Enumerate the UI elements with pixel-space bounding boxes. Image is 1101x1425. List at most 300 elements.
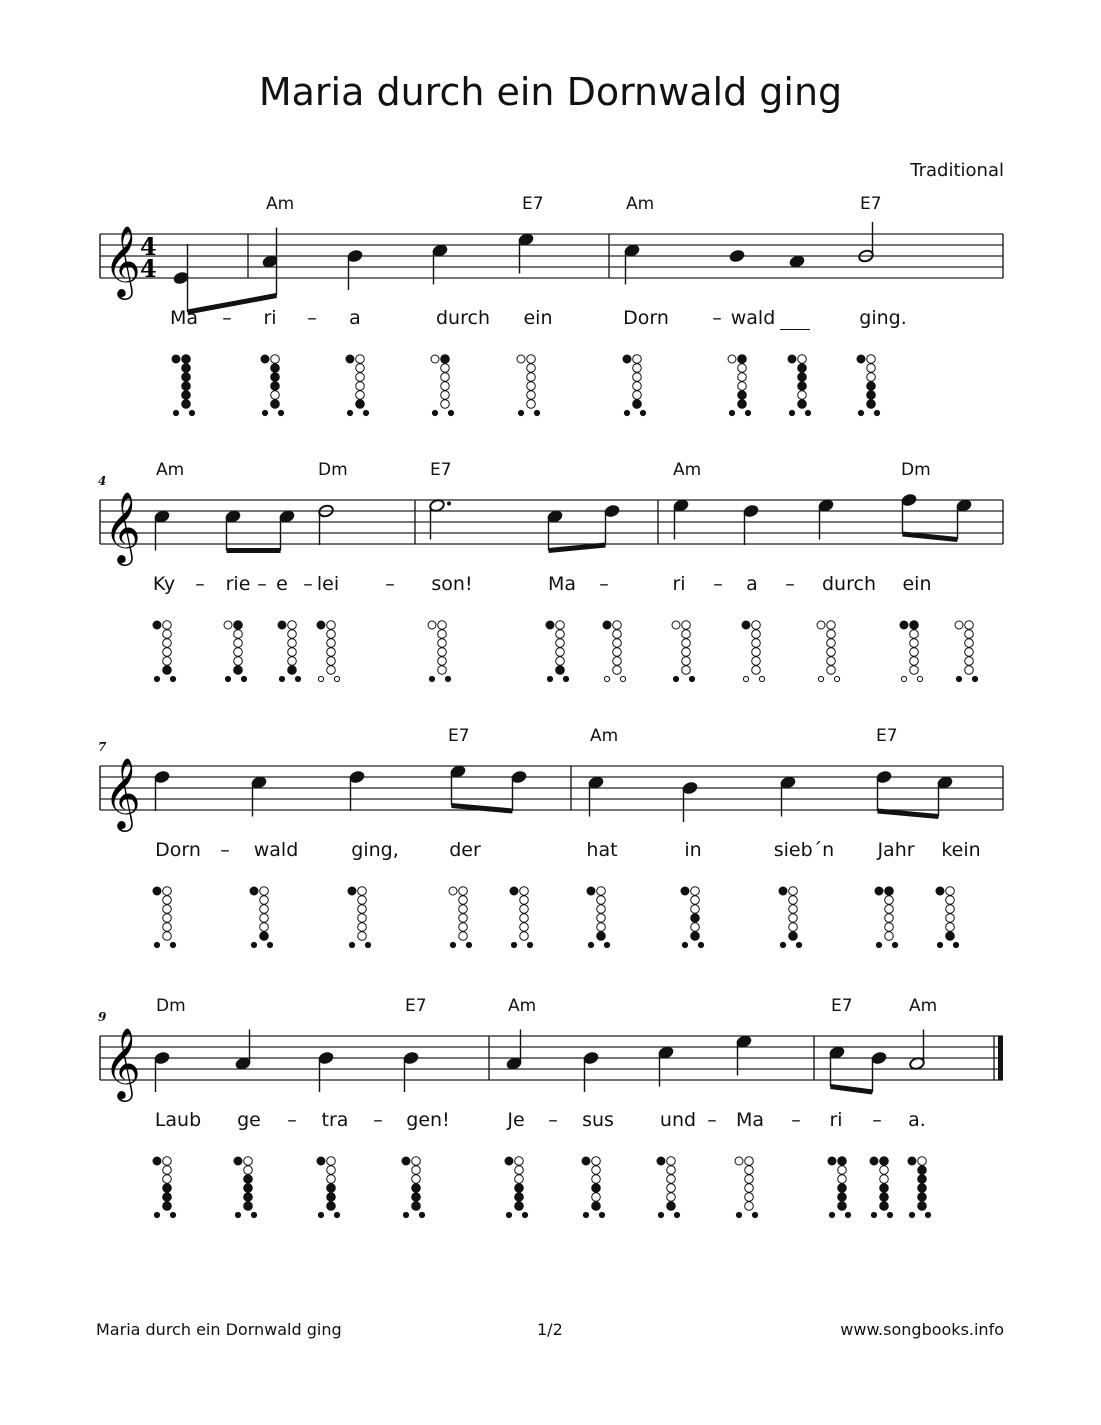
finger-hole xyxy=(260,905,269,914)
lyric-syllable: durch xyxy=(436,307,490,329)
finger-hole xyxy=(441,364,450,373)
finger-hole xyxy=(327,1184,336,1193)
double-hole xyxy=(972,676,977,681)
lyric-syllable: a xyxy=(746,573,758,595)
finger-hole xyxy=(556,657,565,666)
recorder-fingering-icon xyxy=(899,618,931,684)
thumb-hole xyxy=(431,355,439,363)
recorder-fingering-icon xyxy=(430,352,462,418)
finger-hole xyxy=(880,1184,889,1193)
chord-symbol: E7 xyxy=(522,194,544,214)
finger-hole xyxy=(356,382,365,391)
beam xyxy=(878,811,939,817)
finger-hole xyxy=(356,355,365,364)
finger-hole xyxy=(682,648,691,657)
chord-symbol: E7 xyxy=(831,996,853,1016)
thumb-hole xyxy=(153,621,161,629)
double-hole xyxy=(279,676,284,681)
finger-hole xyxy=(438,648,447,657)
finger-hole xyxy=(752,657,761,666)
finger-hole xyxy=(244,1175,253,1184)
thumb-hole xyxy=(735,1157,743,1165)
double-hole xyxy=(689,676,694,681)
finger-hole xyxy=(592,1184,601,1193)
thumb-hole xyxy=(505,1157,513,1165)
lyric-hyphen: – xyxy=(785,573,795,595)
time-signature-top: 4 xyxy=(140,232,157,261)
finger-hole xyxy=(527,400,536,409)
lyric-syllable: Ma xyxy=(735,1109,765,1131)
finger-hole xyxy=(234,648,243,657)
double-hole xyxy=(154,676,159,681)
double-hole xyxy=(789,410,794,415)
lyric-hyphen: – xyxy=(257,573,267,595)
double-hole xyxy=(909,1212,914,1217)
recorder-fingering-icon xyxy=(152,884,184,950)
double-hole xyxy=(599,1212,604,1217)
double-hole xyxy=(805,410,810,415)
lyric-hyphen: – xyxy=(599,573,609,595)
finger-hole xyxy=(515,1166,524,1175)
double-hole xyxy=(583,1212,588,1217)
finger-hole xyxy=(412,1157,421,1166)
double-hole xyxy=(241,676,246,681)
lyric-hyphen: – xyxy=(712,307,722,329)
double-hole xyxy=(173,410,178,415)
chord-symbol: E7 xyxy=(876,726,898,746)
finger-hole xyxy=(633,391,642,400)
finger-hole xyxy=(234,639,243,648)
lyric-syllable: wald xyxy=(730,307,776,329)
beam xyxy=(831,1087,873,1093)
double-hole xyxy=(445,676,450,681)
finger-hole xyxy=(752,621,761,630)
finger-hole xyxy=(613,666,622,675)
note-head xyxy=(729,249,746,263)
recorder-fingering-icon xyxy=(347,884,379,950)
finger-hole xyxy=(738,382,747,391)
thumb-hole xyxy=(728,355,736,363)
finger-hole xyxy=(520,905,529,914)
finger-hole xyxy=(459,923,468,932)
finger-hole xyxy=(965,639,974,648)
finger-hole xyxy=(441,373,450,382)
measure-number: 7 xyxy=(98,740,107,754)
thumb-hole xyxy=(681,887,689,895)
recorder-fingering-icon xyxy=(741,618,773,684)
finger-hole xyxy=(327,639,336,648)
thumb-hole xyxy=(828,1157,836,1165)
double-hole xyxy=(432,410,437,415)
lyric-hyphen: – xyxy=(548,1109,558,1131)
finger-hole xyxy=(556,648,565,657)
finger-hole xyxy=(288,648,297,657)
double-hole xyxy=(834,676,839,681)
finger-hole xyxy=(163,1166,172,1175)
lyric-hyphen: – xyxy=(385,573,395,595)
finger-hole xyxy=(260,896,269,905)
finger-hole xyxy=(880,1175,889,1184)
thumb-hole xyxy=(603,621,611,629)
finger-hole xyxy=(358,896,367,905)
finger-hole xyxy=(918,1184,927,1193)
finger-hole xyxy=(691,905,700,914)
lyric-hyphen: – xyxy=(287,1109,297,1131)
finger-hole xyxy=(691,914,700,923)
treble-clef: 𝄞 xyxy=(104,756,141,829)
lyric-syllable: ge xyxy=(237,1109,261,1131)
finger-hole xyxy=(752,630,761,639)
finger-hole xyxy=(556,666,565,675)
double-hole xyxy=(506,1212,511,1217)
finger-hole xyxy=(838,1193,847,1202)
double-hole xyxy=(518,410,523,415)
thumb-hole xyxy=(672,621,680,629)
finger-hole xyxy=(244,1157,253,1166)
finger-hole xyxy=(965,648,974,657)
finger-hole xyxy=(327,630,336,639)
finger-hole xyxy=(356,391,365,400)
double-hole xyxy=(527,942,532,947)
song-title: Maria durch ein Dornwald ging xyxy=(258,70,843,114)
finger-hole xyxy=(867,355,876,364)
double-hole xyxy=(318,676,323,681)
finger-hole xyxy=(965,657,974,666)
finger-hole xyxy=(556,639,565,648)
finger-hole xyxy=(633,382,642,391)
double-hole xyxy=(829,1212,834,1217)
finger-hole xyxy=(827,648,836,657)
finger-hole xyxy=(798,400,807,409)
double-hole xyxy=(620,676,625,681)
recorder-fingering-icon xyxy=(778,884,810,950)
finger-hole xyxy=(271,391,280,400)
recorder-fingering-icon xyxy=(260,352,292,418)
finger-hole xyxy=(592,1193,601,1202)
finger-hole xyxy=(827,639,836,648)
finger-hole xyxy=(592,1175,601,1184)
recorder-fingering-icon xyxy=(233,1154,265,1220)
double-hole xyxy=(363,410,368,415)
thumb-hole xyxy=(250,887,258,895)
finger-hole xyxy=(798,382,807,391)
thumb-hole xyxy=(428,621,436,629)
thumb-hole xyxy=(234,1157,242,1165)
finger-hole xyxy=(910,666,919,675)
recorder-fingering-icon xyxy=(448,884,480,950)
chord-symbol: Am xyxy=(626,194,655,214)
finger-hole xyxy=(527,391,536,400)
finger-hole xyxy=(244,1184,253,1193)
finger-hole xyxy=(738,364,747,373)
thumb-hole xyxy=(908,1157,916,1165)
finger-hole xyxy=(838,1175,847,1184)
finger-hole xyxy=(163,1184,172,1193)
double-hole xyxy=(892,942,897,947)
chord-symbol: E7 xyxy=(405,996,427,1016)
double-hole xyxy=(674,1212,679,1217)
recorder-fingering-icon xyxy=(586,884,618,950)
finger-hole xyxy=(358,932,367,941)
thumb-hole xyxy=(817,621,825,629)
finger-hole xyxy=(918,1157,927,1166)
finger-hole xyxy=(438,621,447,630)
finger-hole xyxy=(880,1166,889,1175)
finger-hole xyxy=(667,1157,676,1166)
lyric-syllable: Ma xyxy=(169,307,199,329)
thumb-hole xyxy=(510,887,518,895)
chord-symbol: Am xyxy=(909,996,938,1016)
finger-hole xyxy=(163,630,172,639)
finger-hole xyxy=(515,1193,524,1202)
finger-hole xyxy=(441,391,450,400)
chord-symbol: Am xyxy=(590,726,619,746)
finger-hole xyxy=(738,400,747,409)
finger-hole xyxy=(789,896,798,905)
finger-hole xyxy=(613,657,622,666)
thumb-hole xyxy=(936,887,944,895)
recorder-fingering-icon xyxy=(581,1154,613,1220)
double-hole xyxy=(278,410,283,415)
finger-hole xyxy=(691,923,700,932)
finger-hole xyxy=(798,391,807,400)
recorder-fingering-icon xyxy=(345,352,377,418)
lyric-hyphen: – xyxy=(195,573,205,595)
lyric-hyphen: – xyxy=(707,1109,717,1131)
finger-hole xyxy=(752,666,761,675)
lyric-syllable: ri xyxy=(829,1109,843,1131)
footer-title: Maria durch ein Dornwald ging xyxy=(96,1320,342,1339)
double-hole xyxy=(225,676,230,681)
double-hole xyxy=(154,942,159,947)
finger-hole xyxy=(827,621,836,630)
finger-hole xyxy=(163,621,172,630)
finger-hole xyxy=(260,932,269,941)
finger-hole xyxy=(358,923,367,932)
double-hole xyxy=(796,942,801,947)
finger-hole xyxy=(182,382,191,391)
thumb-hole xyxy=(278,621,286,629)
lyric-syllable: ein xyxy=(902,573,932,595)
double-hole xyxy=(624,410,629,415)
lyric-syllable: in xyxy=(684,839,702,861)
lyric-syllable: ein xyxy=(523,307,553,329)
finger-hole xyxy=(798,373,807,382)
chord-symbol: E7 xyxy=(430,460,452,480)
recorder-fingering-icon xyxy=(816,618,848,684)
lyric-syllable: hat xyxy=(586,839,618,861)
finger-hole xyxy=(234,666,243,675)
finger-hole xyxy=(613,639,622,648)
recorder-fingering-icon xyxy=(401,1154,433,1220)
lyric-extender xyxy=(780,329,810,330)
double-hole xyxy=(901,676,906,681)
finger-hole xyxy=(867,373,876,382)
finger-hole xyxy=(789,914,798,923)
double-hole xyxy=(318,1212,323,1217)
finger-hole xyxy=(633,373,642,382)
finger-hole xyxy=(438,666,447,675)
finger-hole xyxy=(182,391,191,400)
double-hole xyxy=(267,942,272,947)
finger-hole xyxy=(515,1202,524,1211)
composer: Traditional xyxy=(910,160,1004,181)
finger-hole xyxy=(288,666,297,675)
recorder-fingering-icon xyxy=(874,884,906,950)
lyric-hyphen: – xyxy=(791,1109,801,1131)
thumb-hole xyxy=(317,1157,325,1165)
lyric-syllable: kein xyxy=(941,839,981,861)
finger-hole xyxy=(271,382,280,391)
thumb-hole xyxy=(582,1157,590,1165)
finger-hole xyxy=(597,914,606,923)
recorder-fingering-icon xyxy=(504,1154,536,1220)
finger-hole xyxy=(459,896,468,905)
finger-hole xyxy=(556,630,565,639)
finger-hole xyxy=(356,373,365,382)
finger-hole xyxy=(163,896,172,905)
double-hole xyxy=(448,410,453,415)
finger-hole xyxy=(438,639,447,648)
recorder-fingering-icon xyxy=(152,1154,184,1220)
treble-clef: 𝄞 xyxy=(104,1026,141,1099)
double-hole xyxy=(170,676,175,681)
finger-hole xyxy=(592,1202,601,1211)
double-hole xyxy=(759,676,764,681)
finger-hole xyxy=(789,932,798,941)
finger-hole xyxy=(356,400,365,409)
thumb-hole xyxy=(742,621,750,629)
finger-hole xyxy=(412,1202,421,1211)
finger-hole xyxy=(633,364,642,373)
recorder-fingering-icon xyxy=(734,1154,766,1220)
recorder-fingering-icon xyxy=(509,884,541,950)
recorder-fingering-icon xyxy=(727,352,759,418)
finger-hole xyxy=(838,1166,847,1175)
finger-hole xyxy=(163,923,172,932)
finger-hole xyxy=(946,896,955,905)
finger-hole xyxy=(745,1202,754,1211)
double-hole xyxy=(736,1212,741,1217)
finger-hole xyxy=(745,1157,754,1166)
finger-hole xyxy=(885,932,894,941)
finger-hole xyxy=(880,1202,889,1211)
recorder-fingering-icon xyxy=(856,352,888,418)
finger-hole xyxy=(910,630,919,639)
recorder-fingering-icon xyxy=(316,1154,348,1220)
finger-hole xyxy=(867,382,876,391)
lyric-hyphen: – xyxy=(307,307,317,329)
recorder-fingering-icon xyxy=(171,352,203,418)
finger-hole xyxy=(527,373,536,382)
finger-hole xyxy=(520,923,529,932)
recorder-fingering-icon xyxy=(935,884,967,950)
thumb-hole xyxy=(402,1157,410,1165)
double-hole xyxy=(858,410,863,415)
thumb-hole xyxy=(153,1157,161,1165)
finger-hole xyxy=(965,666,974,675)
recorder-fingering-icon xyxy=(516,352,548,418)
finger-hole xyxy=(827,666,836,675)
double-hole xyxy=(956,676,961,681)
finger-hole xyxy=(412,1184,421,1193)
chord-symbol: Am xyxy=(156,460,185,480)
finger-hole xyxy=(827,657,836,666)
lyric-hyphen: – xyxy=(303,573,313,595)
lyric-hyphen: – xyxy=(220,839,230,861)
double-hole xyxy=(604,676,609,681)
lyric-syllable: sieb´n xyxy=(773,839,835,861)
measure-number: 9 xyxy=(98,1010,107,1024)
double-hole xyxy=(818,676,823,681)
finger-hole xyxy=(288,657,297,666)
beam xyxy=(549,545,606,551)
finger-hole xyxy=(412,1175,421,1184)
finger-hole xyxy=(441,382,450,391)
lyric-syllable: und xyxy=(659,1109,697,1131)
chord-symbol: Dm xyxy=(156,996,186,1016)
finger-hole xyxy=(182,373,191,382)
finger-hole xyxy=(356,364,365,373)
finger-hole xyxy=(163,914,172,923)
finger-hole xyxy=(438,657,447,666)
finger-hole xyxy=(163,1175,172,1184)
finger-hole xyxy=(867,364,876,373)
finger-hole xyxy=(633,400,642,409)
finger-hole xyxy=(597,896,606,905)
double-hole xyxy=(547,676,552,681)
finger-hole xyxy=(838,1157,847,1166)
recorder-fingering-icon xyxy=(316,618,348,684)
finger-hole xyxy=(260,914,269,923)
double-hole xyxy=(450,942,455,947)
finger-hole xyxy=(691,896,700,905)
finger-hole xyxy=(682,621,691,630)
double-hole xyxy=(349,942,354,947)
lyric-syllable: wald xyxy=(253,839,299,861)
lyric-syllable: der xyxy=(449,839,481,861)
finger-hole xyxy=(515,1175,524,1184)
double-hole xyxy=(917,676,922,681)
finger-hole xyxy=(234,657,243,666)
finger-hole xyxy=(520,914,529,923)
double-hole xyxy=(698,942,703,947)
double-hole xyxy=(876,942,881,947)
finger-hole xyxy=(288,630,297,639)
double-hole xyxy=(745,410,750,415)
finger-hole xyxy=(271,400,280,409)
recorder-fingering-icon xyxy=(827,1154,859,1220)
finger-hole xyxy=(459,905,468,914)
chord-symbol: E7 xyxy=(860,194,882,214)
finger-hole xyxy=(738,355,747,364)
finger-hole xyxy=(327,648,336,657)
chord-symbol: Am xyxy=(673,460,702,480)
double-hole xyxy=(334,1212,339,1217)
double-hole xyxy=(780,942,785,947)
lyric-syllable: Jahr xyxy=(877,839,915,861)
finger-hole xyxy=(234,630,243,639)
thumb-hole xyxy=(546,621,554,629)
finger-hole xyxy=(288,621,297,630)
lyric-syllable: ri xyxy=(263,307,277,329)
finger-hole xyxy=(459,914,468,923)
finger-hole xyxy=(682,657,691,666)
double-hole xyxy=(235,1212,240,1217)
recorder-fingering-icon xyxy=(787,352,819,418)
finger-hole xyxy=(163,639,172,648)
finger-hole xyxy=(327,657,336,666)
